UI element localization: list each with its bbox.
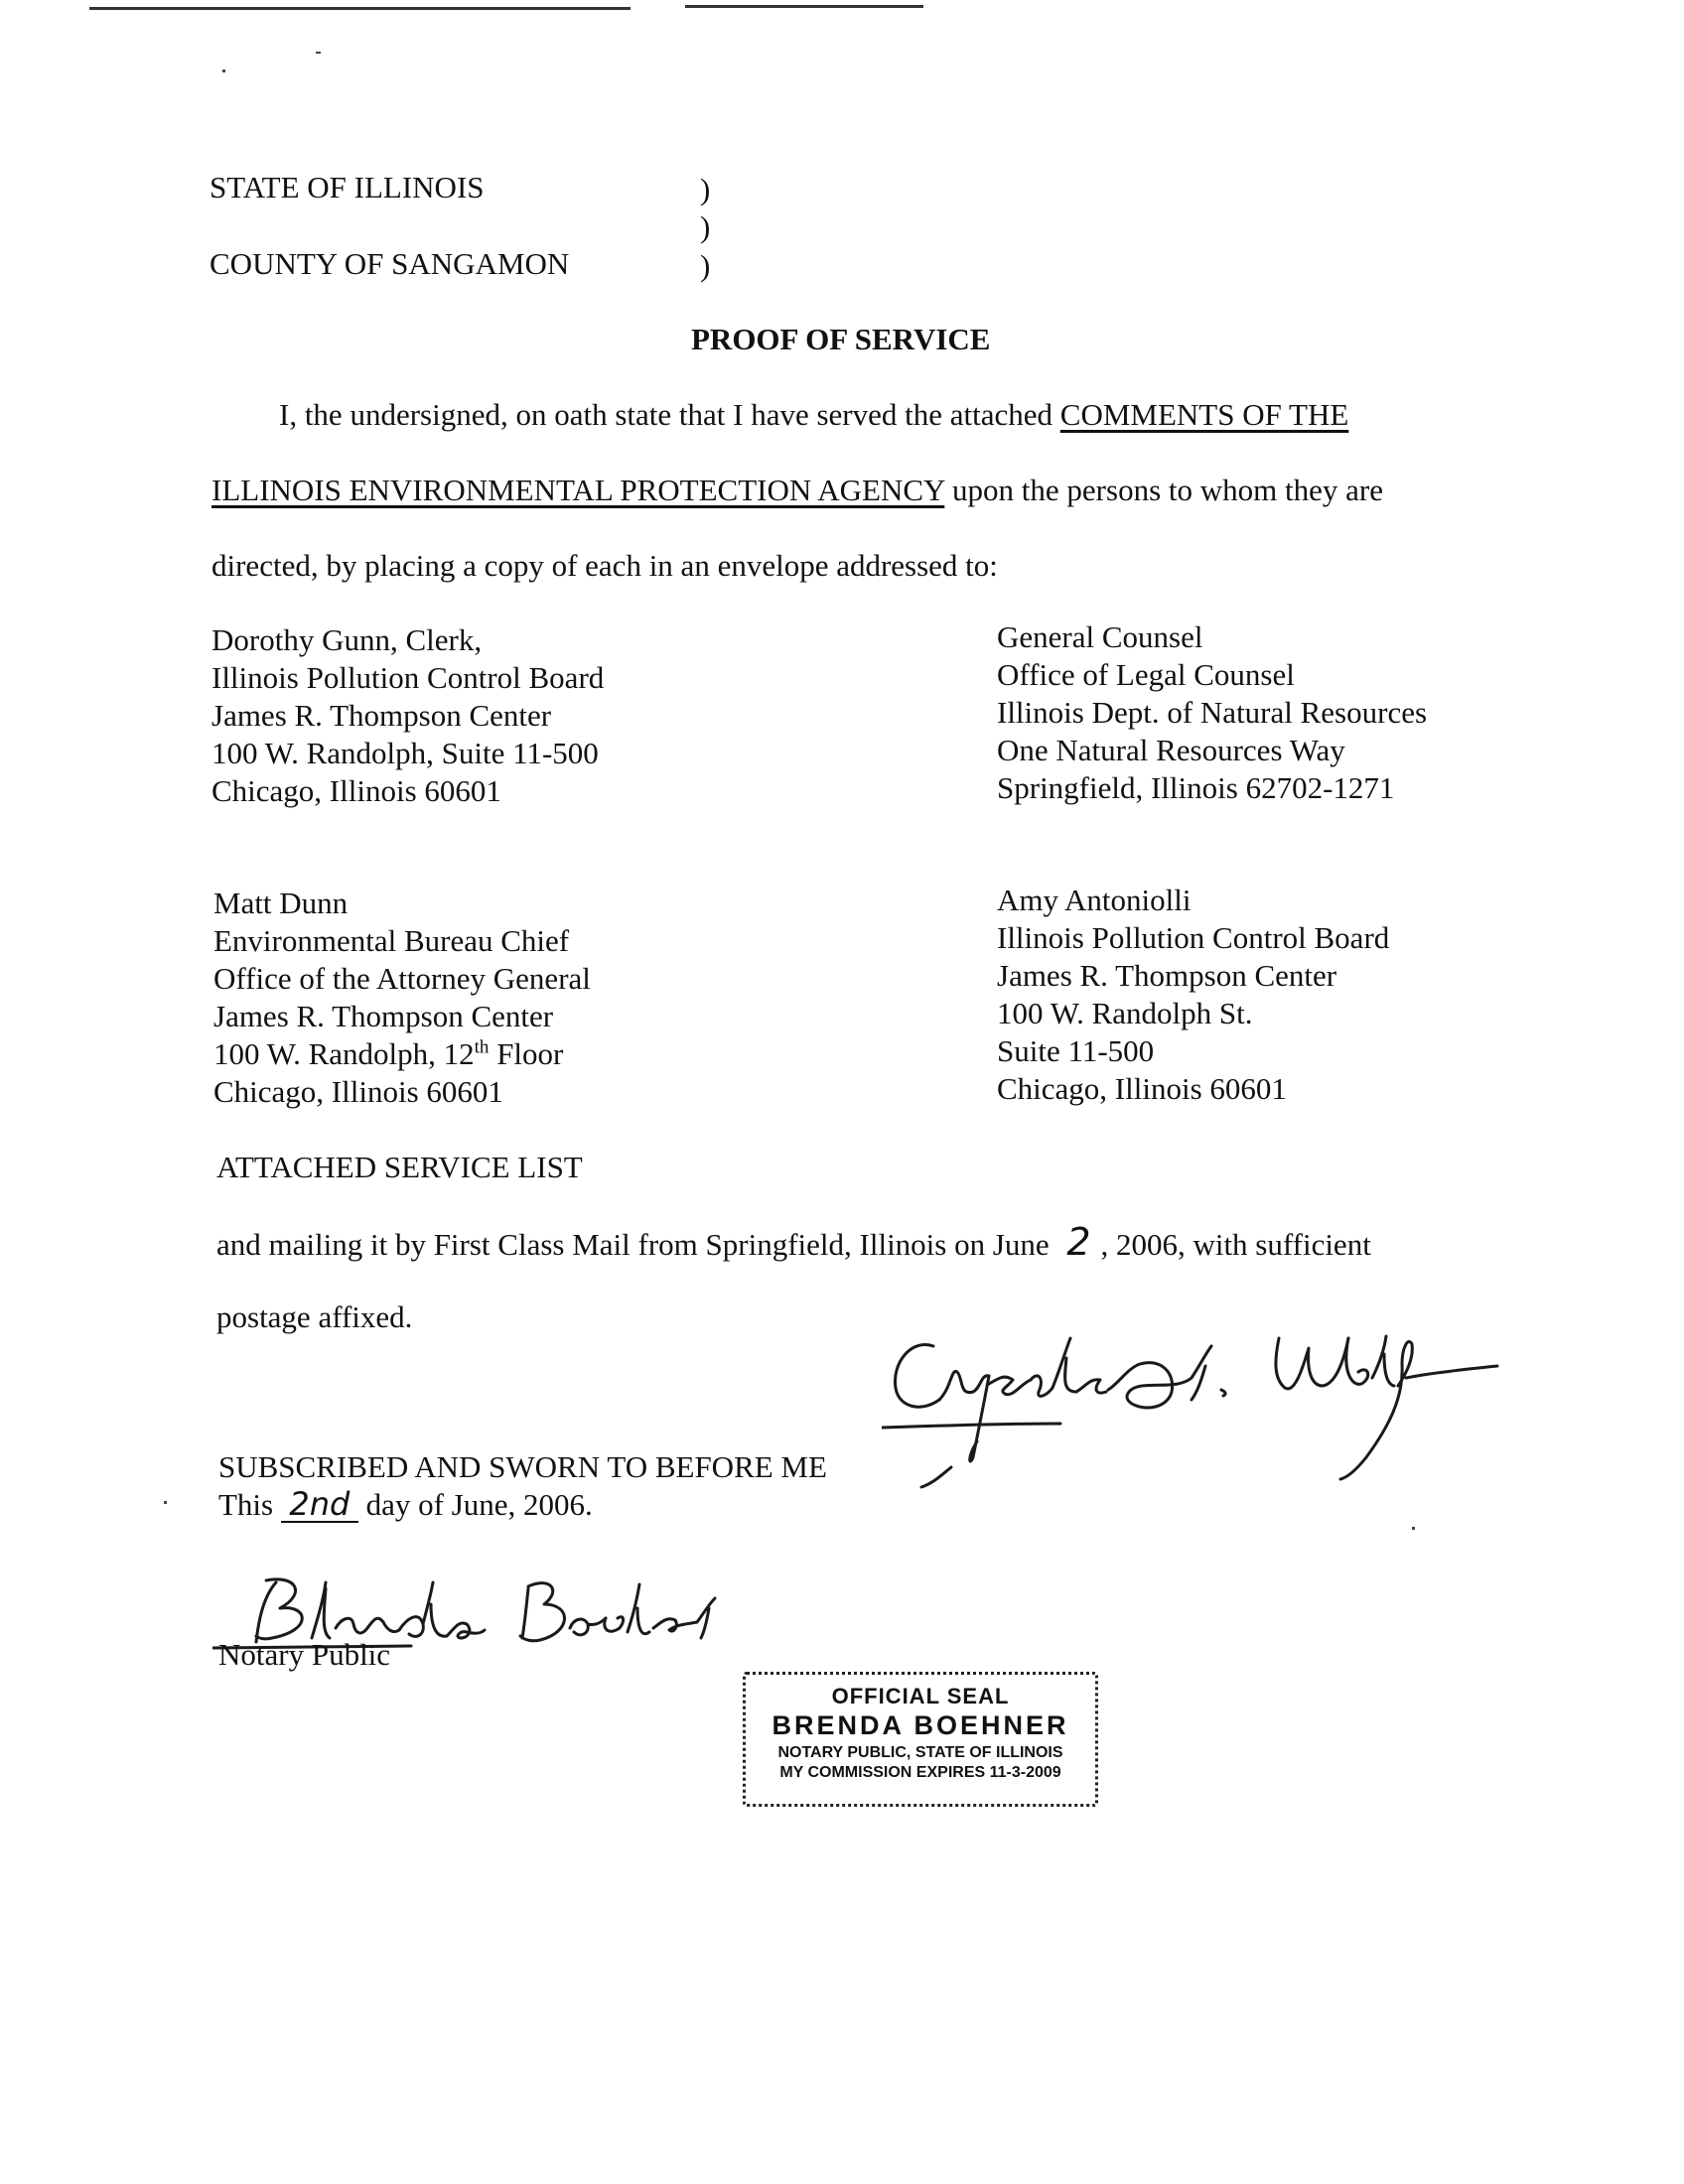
address-line: Chicago, Illinois 60601	[211, 773, 501, 808]
served-document-title-part2: ILLINOIS ENVIRONMENTAL PROTECTION AGENCY	[211, 473, 945, 507]
address-line: James R. Thompson Center	[211, 698, 552, 733]
venue-paren: )	[700, 248, 711, 283]
affiant-signature	[882, 1308, 1517, 1497]
seal-heading: OFFICIAL SEAL	[831, 1684, 1010, 1708]
address-line: Illinois Pollution Control Board	[211, 660, 605, 695]
seal-name: BRENDA BOEHNER	[772, 1710, 1069, 1740]
handwritten-day: 2	[1066, 1220, 1091, 1264]
address-line: Office of Legal Counsel	[997, 657, 1295, 692]
scan-speck	[222, 69, 225, 72]
address-line: Office of the Attorney General	[213, 961, 591, 996]
venue-county: COUNTY OF SANGAMON	[210, 246, 570, 281]
address-line: Amy Antoniolli	[997, 883, 1192, 917]
notary-seal-stamp	[743, 1672, 1098, 1807]
scan-top-rule-right	[685, 5, 923, 8]
venue-paren: )	[700, 172, 711, 206]
recipient-address-block	[211, 621, 604, 810]
seal-commission-expiry: MY COMMISSION EXPIRES 11-3-2009	[779, 1764, 1061, 1781]
address-line-floor: 100 W. Randolph, 12th Floor	[213, 1036, 564, 1071]
address-line: Springfield, Illinois 62702-1271	[997, 770, 1395, 805]
venue-paren: )	[700, 209, 711, 244]
address-line: Chicago, Illinois 60601	[213, 1074, 503, 1109]
recipient-address-block	[997, 618, 1427, 807]
address-line: Matt Dunn	[213, 886, 349, 920]
served-document-title-part1: COMMENTS OF THE	[1059, 397, 1349, 432]
scan-speck	[1412, 1527, 1415, 1530]
recipient-address-block	[997, 882, 1389, 1108]
scan-speck	[164, 1501, 167, 1504]
recipient-address-block	[213, 885, 591, 1111]
body-line-1	[279, 396, 1348, 434]
address-line: 100 W. Randolph St.	[997, 996, 1253, 1030]
body-line-2	[211, 472, 1383, 509]
address-line: General Counsel	[997, 619, 1203, 654]
address-line: Chicago, Illinois 60601	[997, 1071, 1287, 1106]
mailing-line-2: postage affixed.	[216, 1299, 413, 1334]
body-intro-end: upon the persons to whom they are	[952, 473, 1383, 507]
address-line: 100 W. Randolph, Suite 11-500	[211, 736, 599, 770]
address-line: Dorothy Gunn, Clerk,	[211, 622, 483, 657]
address-line: James R. Thompson Center	[997, 958, 1337, 993]
jurat-line-2: This 2nd day of June, 2006.	[218, 1485, 593, 1523]
address-line: One Natural Resources Way	[997, 733, 1345, 767]
body-line-3: directed, by placing a copy of each in an envelope addressed to:	[211, 548, 998, 583]
address-line: Suite 11-500	[997, 1033, 1155, 1068]
service-list-label: ATTACHED SERVICE LIST	[216, 1150, 583, 1184]
handwritten-ordinal-day: 2nd	[281, 1487, 358, 1523]
address-line: James R. Thompson Center	[213, 999, 554, 1033]
scan-speck	[316, 52, 321, 54]
body-intro: I, the undersigned, on oath state that I have served the attached	[279, 397, 1053, 432]
jurat-line-1: SUBSCRIBED AND SWORN TO BEFORE ME	[218, 1449, 827, 1484]
venue-state: STATE OF ILLINOIS	[210, 170, 485, 205]
scan-top-rule-left	[89, 7, 631, 10]
address-line: Environmental Bureau Chief	[213, 923, 570, 958]
document-title: PROOF OF SERVICE	[691, 322, 991, 356]
seal-jurisdiction: NOTARY PUBLIC, STATE OF ILLINOIS	[777, 1744, 1063, 1761]
mailing-line-1: and mailing it by First Class Mail from Springfield, Illinois on June 2 , 2006, with sufficient	[216, 1220, 1371, 1264]
address-line: Illinois Pollution Control Board	[997, 920, 1390, 955]
address-line: Illinois Dept. of Natural Resources	[997, 695, 1428, 730]
notary-public-label: Notary Public	[218, 1637, 391, 1672]
